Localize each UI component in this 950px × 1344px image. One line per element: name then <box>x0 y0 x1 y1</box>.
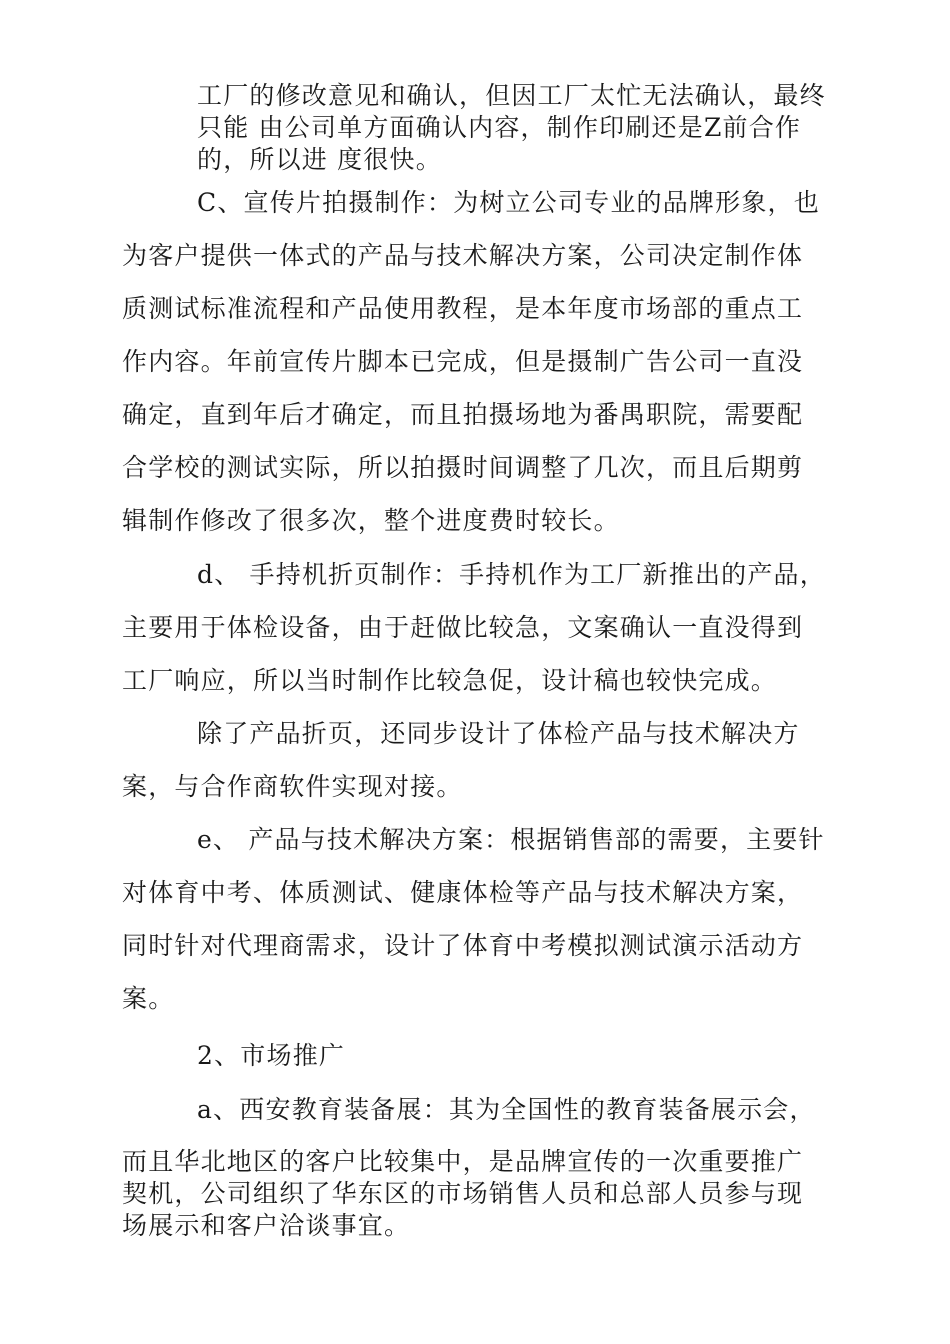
paragraph-promo-video <box>122 176 820 547</box>
text-line: 场展示和客户洽谈事宜。 <box>122 1211 411 1240</box>
text-line: 除了产品折页，还同步设计了体检产品与技术解决方 <box>197 719 800 748</box>
paragraph-solutions <box>122 813 825 1025</box>
text-line: e、 产品与技术解决方案：根据销售部的需要，主要针 <box>197 825 825 854</box>
text-line: 的，所以进 度很快。 <box>197 145 442 174</box>
text-line: C、宣传片拍摄制作：为树立公司专业的品牌形象，也 <box>197 188 820 217</box>
text-line: 对体育中考、体质测试、健康体检等产品与技术解决方案， <box>122 878 804 907</box>
paragraph-brochure-sync <box>122 707 800 813</box>
text-line: 只能 由公司单方面确认内容，制作印刷还是Z前合作 <box>197 113 802 142</box>
text-line: 2、市场推广 <box>197 1041 346 1070</box>
section-heading-market-promotion <box>197 1029 345 1082</box>
text-line: 契机，公司组织了华东区的市场销售人员和总部人员参与现 <box>122 1179 804 1208</box>
paragraph-factory-confirmation <box>197 80 826 176</box>
text-line: 辑制作修改了很多次，整个进度费时较长。 <box>122 506 620 535</box>
text-line: 案，与合作商软件实现对接。 <box>122 772 463 801</box>
text-line: 工厂的修改意见和确认，但因工厂太忙无法确认，最终 <box>197 81 826 110</box>
text-line: 主要用于体检设备，由于赶做比较急，文案确认一直没得到 <box>122 613 804 642</box>
text-line: 案。 <box>122 984 175 1013</box>
text-line: 同时针对代理商需求，设计了体育中考模拟测试演示活动方 <box>122 931 804 960</box>
paragraph-xian-expo-detail <box>122 1146 803 1242</box>
text-line: 质测试标准流程和产品使用教程，是本年度市场部的重点工 <box>122 294 804 323</box>
paragraph-xian-expo-intro <box>197 1083 816 1136</box>
text-line: 为客户提供一体式的产品与技术解决方案，公司决定制作体 <box>122 241 804 270</box>
text-line: 确定，直到年后才确定，而且拍摄场地为番禺职院，需要配 <box>122 400 804 429</box>
text-line: d、 手持机折页制作：手持机作为工厂新推出的产品， <box>197 560 826 589</box>
text-line: 合学校的测试实际，所以拍摄时间调整了几次，而且后期剪 <box>122 453 804 482</box>
text-line: 作内容。年前宣传片脚本已完成，但是摄制广告公司一直没 <box>122 347 804 376</box>
text-line: 工厂响应，所以当时制作比较急促，设计稿也较快完成。 <box>122 666 778 695</box>
text-line: 而且华北地区的客户比较集中，是品牌宣传的一次重要推广 <box>122 1147 804 1176</box>
text-line: a、西安教育装备展：其为全国性的教育装备展示会， <box>197 1095 816 1124</box>
paragraph-handheld-brochure <box>122 548 826 707</box>
